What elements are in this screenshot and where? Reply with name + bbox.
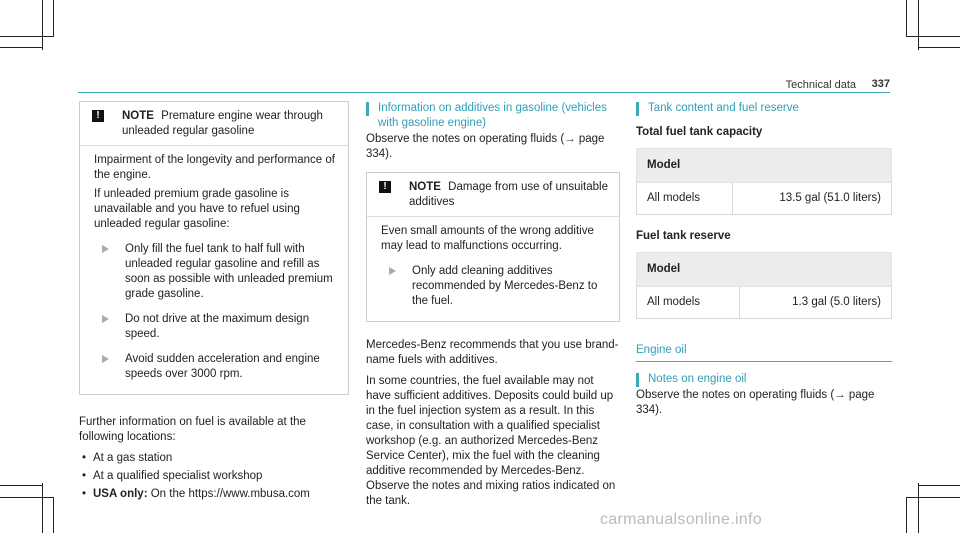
right-column bbox=[636, 101, 892, 424]
note-paragraph: Impairment of the longevity and performance of the engine. bbox=[94, 154, 335, 181]
section-heading: Information on additives in gasoline (vehicles with gasoline engine) bbox=[366, 101, 620, 131]
middle-column bbox=[366, 101, 620, 515]
step-arrow-icon bbox=[102, 355, 109, 363]
step-item: Do not drive at the maximum design speed. bbox=[102, 312, 338, 342]
paragraph: In some countries, the fuel available may not have sufficient additives. Deposits could build up in the fuel injection system as a result. In this case, in consultation with a qualified specialist workshop (e.g. an authorized Mercedes-Benz Service Center), mix the fuel with the cleaning additive recommended by Mercedes-Benz. Observe the notes and mixing ratios indicated on the tank. bbox=[366, 375, 616, 507]
crop-mark bbox=[918, 0, 919, 50]
warning-icon: ! bbox=[379, 181, 391, 193]
crop-mark bbox=[918, 47, 960, 48]
subheading: Fuel tank reserve bbox=[636, 230, 731, 242]
table-row: All models 1.3 gal (5.0 liters) bbox=[637, 287, 892, 319]
usa-label: USA only: bbox=[93, 488, 148, 500]
crop-mark bbox=[42, 483, 43, 533]
step-arrow-icon bbox=[102, 315, 109, 323]
crop-mark bbox=[53, 0, 54, 36]
note-body bbox=[367, 216, 619, 321]
list-item: • At a gas station bbox=[82, 452, 173, 464]
note-body bbox=[80, 145, 348, 394]
step-item: Only fill the fuel tank to half full with unleaded regular gasoline and refill as soon as possible with unleaded premium grade gasoline. bbox=[102, 242, 338, 302]
table-row: All models 13.5 gal (51.0 liters) bbox=[637, 183, 892, 215]
note-title: Damage from use of unsuitable additives bbox=[409, 181, 608, 208]
crop-mark bbox=[42, 0, 43, 50]
paragraph: Observe the notes on operating fluids (→ page 334). bbox=[636, 389, 875, 416]
header-title: Technical data bbox=[785, 79, 856, 91]
further-info: Further information on fuel is available at the following locations: bbox=[79, 416, 306, 443]
section-heading: Notes on engine oil bbox=[636, 372, 892, 387]
warning-icon: ! bbox=[92, 110, 104, 122]
note-label: NOTE bbox=[122, 110, 154, 122]
step-arrow-icon bbox=[102, 245, 109, 253]
crop-mark bbox=[0, 485, 43, 486]
step-item: Only add cleaning additives recommended by Mercedes-Benz to the fuel. bbox=[389, 264, 609, 309]
page-number: 337 bbox=[871, 78, 890, 90]
usa-link[interactable]: On the https://www.mbusa.com bbox=[150, 488, 310, 500]
note-paragraph: Even small amounts of the wrong additive may lead to malfunctions occurring. bbox=[381, 225, 594, 252]
section-heading: Tank content and fuel reserve bbox=[636, 101, 892, 116]
crop-mark bbox=[918, 483, 919, 533]
note-box bbox=[366, 172, 620, 322]
crop-mark bbox=[906, 0, 907, 36]
crop-mark bbox=[906, 36, 960, 37]
list-item: • USA only: On the https://www.mbusa.com bbox=[82, 488, 310, 500]
note-header bbox=[367, 173, 619, 216]
intro-text: Observe the notes on operating fluids (→ page 334). bbox=[366, 133, 605, 160]
crop-mark bbox=[0, 47, 43, 48]
location-list bbox=[79, 451, 349, 502]
step-item: Avoid sudden acceleration and engine speeds over 3000 rpm. bbox=[102, 352, 338, 382]
note-box bbox=[79, 101, 349, 395]
crop-mark bbox=[906, 497, 907, 533]
note-title: Premature engine wear through unleaded regular gasoline bbox=[122, 110, 323, 137]
paragraph: Mercedes-Benz recommends that you use brand-name fuels with additives. bbox=[366, 339, 619, 366]
crop-mark bbox=[906, 497, 960, 498]
list-item: • At a qualified specialist workshop bbox=[82, 470, 263, 482]
capacity-table bbox=[636, 148, 892, 215]
watermark: carmanualsonline.info bbox=[600, 511, 762, 528]
note-paragraph: If unleaded premium grade gasoline is unavailable and you have to refuel using unleaded regular gasoline: bbox=[94, 188, 300, 230]
subheading: Total fuel tank capacity bbox=[636, 126, 763, 138]
table-header: Model bbox=[637, 149, 892, 183]
crop-mark bbox=[53, 497, 54, 533]
crop-mark bbox=[0, 36, 54, 37]
left-column bbox=[79, 101, 349, 505]
header-rule bbox=[78, 92, 890, 93]
crop-mark bbox=[918, 485, 960, 486]
crop-mark bbox=[0, 497, 54, 498]
note-header bbox=[80, 102, 348, 145]
reserve-table bbox=[636, 252, 892, 319]
step-arrow-icon bbox=[389, 267, 396, 275]
table-header: Model bbox=[637, 253, 892, 287]
note-label: NOTE bbox=[409, 181, 441, 193]
engine-oil-heading: Engine oil bbox=[636, 343, 892, 362]
